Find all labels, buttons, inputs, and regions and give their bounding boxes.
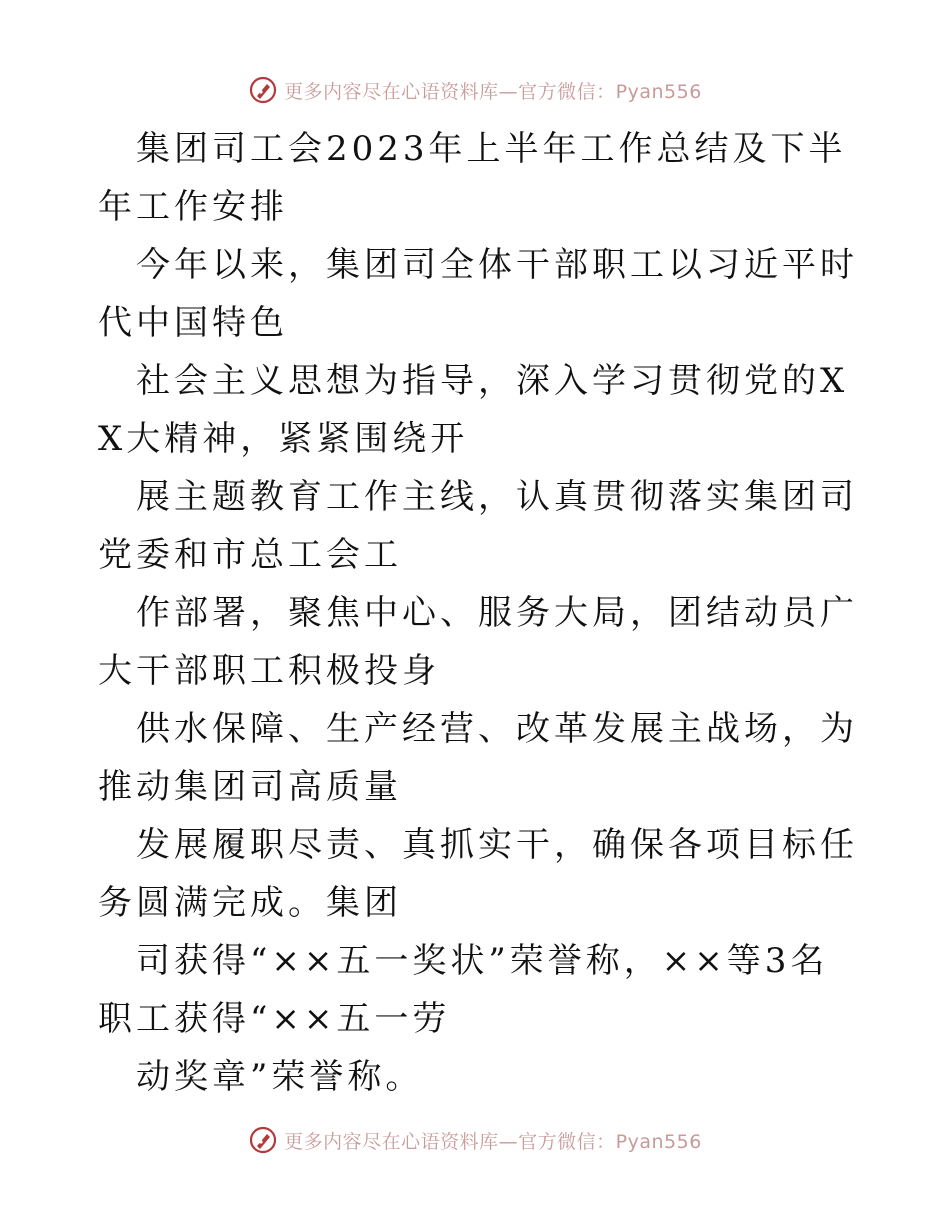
document-title: 集团司工会2023年上半年工作总结及下半年工作安排 bbox=[98, 129, 847, 227]
pen-nib-circle-icon bbox=[248, 75, 278, 105]
paragraph: 作部署，聚焦中心、服务大局，团结动员广大干部职工积极投身 bbox=[98, 593, 858, 691]
paragraph: 发展履职尽责、真抓实干，确保各项目标任务圆满完成。集团 bbox=[98, 825, 858, 923]
watermark-text: 更多内容尽在心语资料库—官方微信：Pyan556 bbox=[284, 80, 702, 103]
footer-watermark-banner bbox=[0, 1120, 950, 1160]
watermark-text: 更多内容尽在心语资料库—官方微信：Pyan556 bbox=[284, 1130, 702, 1153]
paragraph: 展主题教育工作主线，认真贯彻落实集团司党委和市总工会工 bbox=[98, 477, 858, 575]
header-watermark-banner bbox=[0, 70, 950, 110]
paragraph: 供水保障、生产经营、改革发展主战场，为推动集团司高质量 bbox=[98, 709, 858, 807]
paragraph: 动奖章”荣誉称。 bbox=[136, 1057, 424, 1097]
paragraph: 今年以来，集团司全体干部职工以习近平时代中国特色 bbox=[98, 245, 858, 343]
paragraph: 司获得“××五一奖状”荣誉称，××等3名职工获得“××五一劳 bbox=[98, 941, 829, 1039]
document-body bbox=[98, 120, 858, 1106]
pen-nib-circle-icon bbox=[248, 1125, 278, 1155]
paragraph: 社会主义思想为指导，深入学习贯彻党的XX大精神，紧紧围绕开 bbox=[98, 361, 849, 459]
